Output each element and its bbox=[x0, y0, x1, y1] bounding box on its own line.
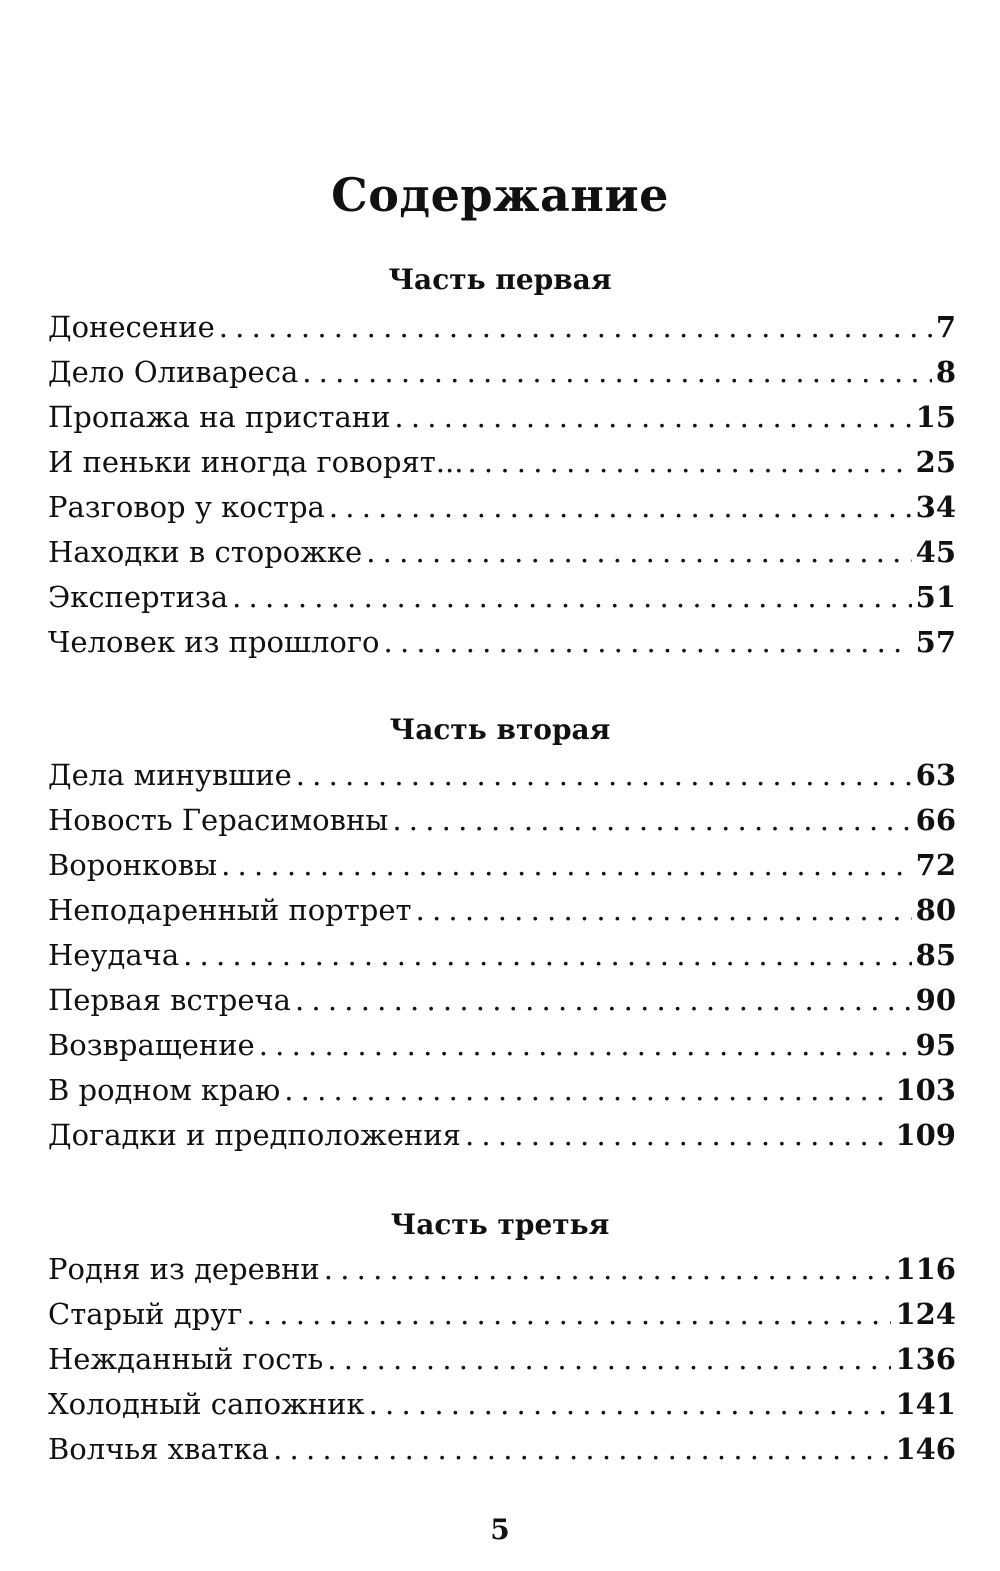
toc-entry-title: В родном краю bbox=[48, 1073, 281, 1107]
leader-dots bbox=[324, 1247, 892, 1292]
leader-dots bbox=[284, 1068, 891, 1113]
toc-entry-title: Неподаренный портрет bbox=[48, 893, 412, 927]
leader-dots bbox=[384, 620, 912, 665]
toc-list-part-3 bbox=[48, 1247, 956, 1472]
toc-entry-title: Разговор у костра bbox=[48, 490, 325, 524]
toc-entry[interactable] bbox=[48, 395, 956, 440]
toc-entry[interactable] bbox=[48, 530, 956, 575]
toc-entry[interactable] bbox=[48, 753, 956, 798]
toc-entry[interactable] bbox=[48, 843, 956, 888]
part-heading-3: Часть третья bbox=[390, 1208, 610, 1241]
toc-entry[interactable] bbox=[48, 440, 956, 485]
toc-entry-page: 7 bbox=[935, 310, 956, 344]
leader-dots bbox=[273, 1427, 891, 1472]
leader-dots bbox=[302, 350, 932, 395]
part-heading-1: Часть первая bbox=[388, 263, 612, 296]
leader-dots bbox=[392, 798, 911, 843]
toc-entry-page: 116 bbox=[895, 1252, 956, 1286]
toc-entry[interactable] bbox=[48, 575, 956, 620]
toc-entry-page: 109 bbox=[895, 1118, 956, 1152]
toc-entry-page: 15 bbox=[915, 400, 956, 434]
toc-entry-title: Донесение bbox=[48, 310, 215, 344]
toc-entry-page: 80 bbox=[915, 893, 956, 927]
toc-entry-page: 66 bbox=[915, 803, 956, 837]
toc-entry-title: Дело Оливареса bbox=[48, 355, 299, 389]
toc-entry[interactable] bbox=[48, 978, 956, 1023]
leader-dots bbox=[467, 440, 911, 485]
leader-dots bbox=[259, 1023, 912, 1068]
leader-dots bbox=[183, 933, 912, 978]
toc-entry-title: Новость Герасимовны bbox=[48, 803, 389, 837]
toc-entry[interactable] bbox=[48, 798, 956, 843]
toc-entry-title: Неудача bbox=[48, 938, 180, 972]
toc-entry-title: Нежданный гость bbox=[48, 1342, 324, 1376]
leader-dots bbox=[295, 978, 912, 1023]
toc-entry[interactable] bbox=[48, 1023, 956, 1068]
toc-entry-page: 136 bbox=[895, 1342, 956, 1376]
toc-entry[interactable] bbox=[48, 1247, 956, 1292]
toc-entry-title: Возвращение bbox=[48, 1028, 255, 1062]
toc-entry-title: Догадки и предположения bbox=[48, 1118, 461, 1152]
toc-entry[interactable] bbox=[48, 933, 956, 978]
toc-entry-page: 85 bbox=[915, 938, 956, 972]
leader-dots bbox=[246, 1292, 891, 1337]
toc-entry-title: Пропажа на пристани bbox=[48, 400, 391, 434]
leader-dots bbox=[232, 575, 912, 620]
toc-entry-title: Находки в сторожке bbox=[48, 535, 363, 569]
page-title: Содержание bbox=[331, 168, 669, 222]
toc-entry-title: Холодный сапожник bbox=[48, 1387, 365, 1421]
leader-dots bbox=[366, 530, 911, 575]
toc-entry-page: 95 bbox=[915, 1028, 956, 1062]
toc-entry-page: 8 bbox=[935, 355, 956, 389]
toc-entry[interactable] bbox=[48, 1427, 956, 1472]
leader-dots bbox=[465, 1113, 891, 1158]
toc-entry[interactable] bbox=[48, 1382, 956, 1427]
leader-dots bbox=[416, 888, 912, 933]
toc-entry-title: Дела минувшие bbox=[48, 758, 292, 792]
toc-entry-page: 90 bbox=[915, 983, 956, 1017]
toc-entry[interactable] bbox=[48, 888, 956, 933]
toc-entry[interactable] bbox=[48, 350, 956, 395]
toc-list-part-2 bbox=[48, 753, 956, 1158]
toc-entry[interactable] bbox=[48, 1113, 956, 1158]
toc-entry-page: 34 bbox=[915, 490, 956, 524]
toc-entry-page: 45 bbox=[915, 535, 956, 569]
leader-dots bbox=[221, 843, 912, 888]
toc-entry-title: Родня из деревни bbox=[48, 1252, 320, 1286]
leader-dots bbox=[329, 485, 912, 530]
toc-entry[interactable] bbox=[48, 620, 956, 665]
toc-entry-title: Первая встреча bbox=[48, 983, 291, 1017]
part-heading-2: Часть вторая bbox=[389, 713, 611, 746]
toc-entry[interactable] bbox=[48, 485, 956, 530]
toc-list-part-1 bbox=[48, 305, 956, 665]
leader-dots bbox=[296, 753, 912, 798]
toc-entry-title: Волчья хватка bbox=[48, 1432, 270, 1466]
toc-entry[interactable] bbox=[48, 305, 956, 350]
toc-entry-page: 25 bbox=[915, 445, 956, 479]
toc-entry-page: 63 bbox=[915, 758, 956, 792]
leader-dots bbox=[327, 1337, 891, 1382]
toc-entry-page: 103 bbox=[895, 1073, 956, 1107]
toc-entry-page: 146 bbox=[895, 1432, 956, 1466]
leader-dots bbox=[369, 1382, 892, 1427]
leader-dots bbox=[219, 305, 932, 350]
leader-dots bbox=[394, 395, 911, 440]
toc-entry-page: 72 bbox=[915, 848, 956, 882]
toc-entry-page: 141 bbox=[895, 1387, 956, 1421]
toc-entry-title: Воронковы bbox=[48, 848, 218, 882]
toc-entry-page: 51 bbox=[915, 580, 956, 614]
toc-entry-title: И пеньки иногда говорят... bbox=[48, 445, 464, 479]
toc-entry-page: 124 bbox=[895, 1297, 956, 1331]
toc-entry-title: Экспертиза bbox=[48, 580, 229, 614]
toc-entry-page: 57 bbox=[915, 625, 956, 659]
toc-entry[interactable] bbox=[48, 1337, 956, 1382]
toc-entry-title: Старый друг bbox=[48, 1297, 243, 1331]
page-number: 5 bbox=[490, 1513, 510, 1546]
toc-entry[interactable] bbox=[48, 1292, 956, 1337]
toc-entry[interactable] bbox=[48, 1068, 956, 1113]
toc-entry-title: Человек из прошлого bbox=[48, 625, 380, 659]
